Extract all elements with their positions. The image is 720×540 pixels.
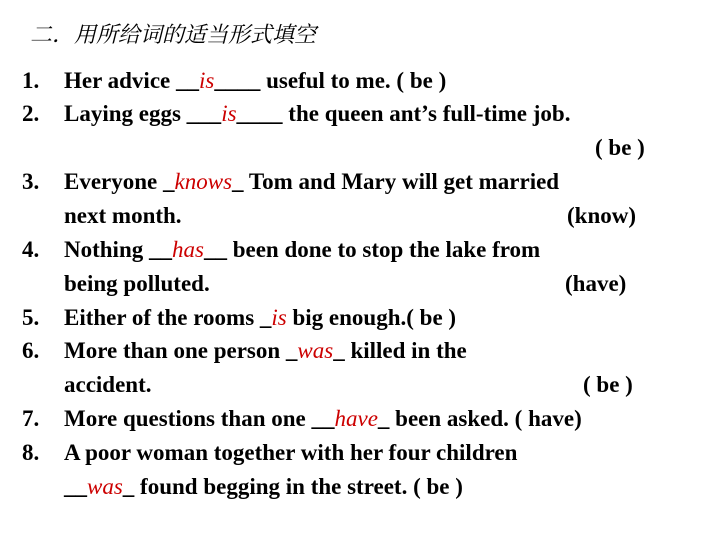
question-text: next month. [64, 203, 182, 228]
section-title: 二．用所给词的适当形式填空 [30, 23, 317, 48]
question-text: being polluted. [64, 271, 210, 296]
question-text: __was_ found begging in the street. ( be ) [64, 474, 463, 499]
question-number: 4. [22, 237, 40, 262]
answer: was [297, 338, 334, 363]
answer: have [334, 406, 378, 431]
answer: is [271, 305, 287, 330]
question-number: 5. [22, 305, 40, 330]
answer: knows [174, 169, 233, 194]
answer: has [172, 237, 204, 262]
hint: ( be ) [595, 135, 645, 160]
answer: was [87, 474, 123, 499]
answer: is [221, 101, 237, 126]
question-text: Everyone _knows_ Tom and Mary will get married [64, 169, 560, 194]
question-text: A poor woman together with her four children [64, 440, 518, 465]
question-number: 7. [22, 406, 40, 431]
question-text: More than one person _was_ killed in the [64, 338, 467, 363]
question-number: 1. [22, 68, 40, 93]
hint: (know) [567, 203, 637, 228]
question-number: 2. [22, 101, 40, 126]
hint: (have) [565, 271, 627, 296]
answer: is [199, 68, 215, 93]
question-text: Laying eggs ___is____ the queen ant’s full-time job. [64, 101, 571, 126]
question-text: More questions than one __have_ been asked. ( have) [64, 406, 582, 431]
question-text: Her advice __is____ useful to me. ( be ) [64, 68, 447, 93]
question-text: Nothing __has__ been done to stop the lake from [64, 237, 541, 262]
question-text: accident. [64, 372, 152, 397]
question-number: 6. [22, 338, 40, 363]
question-number: 8. [22, 440, 40, 465]
hint: ( be ) [583, 372, 633, 397]
question-text: Either of the rooms _is big enough.( be ) [64, 305, 457, 330]
question-number: 3. [22, 169, 40, 194]
